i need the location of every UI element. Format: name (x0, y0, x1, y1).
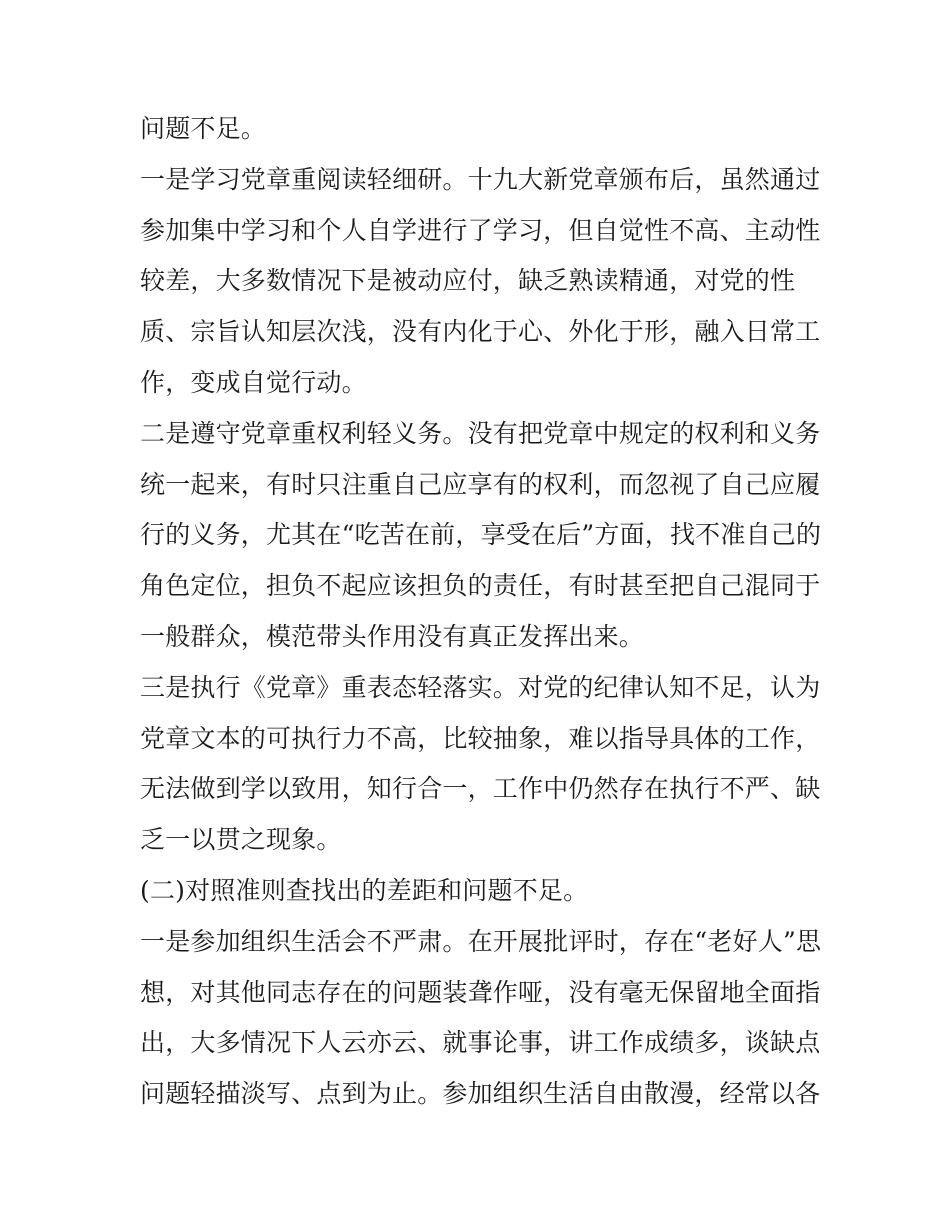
text-line: 质、宗旨认知层次浅，没有内化于心、外化于形，融入日常工 (140, 317, 821, 347)
text-line: 问题轻描淡写、点到为止。参加组织生活自由散漫，经常以各 (140, 1079, 821, 1109)
text-line: 一是参加组织生活会不严肃。在开展批评时，存在“老好人”思 (140, 926, 822, 956)
text-line: 三是执行《党章》重表态轻落实。对党的纪律认知不足，认为 (140, 672, 821, 702)
text-line: 作，变成自觉行动。 (140, 367, 367, 397)
text-line: 二是遵守党章重权利轻义务。没有把党章中规定的权利和义务 (140, 418, 821, 448)
text-line: 问题不足。 (140, 114, 267, 143)
text-line: 乏一以贯之现象。 (140, 825, 342, 855)
text-line: 一是学习党章重阅读轻细研。十九大新党章颁布后，虽然通过 (140, 164, 821, 194)
text-line: 角色定位，担负不起应该担负的责任，有时甚至把自己混同于 (140, 571, 821, 601)
text-line: 出，大多情况下人云亦云、就事论事，讲工作成绩多，谈缺点 (140, 1028, 821, 1058)
text-line: 统一起来，有时只注重自己应享有的权利，而忽视了自己应履 (140, 469, 821, 499)
text-line: 参加集中学习和个人自学进行了学习，但自觉性不高、主动性 (140, 215, 821, 245)
text-line: (二)对照准则查找出的差距和问题不足。 (140, 875, 589, 905)
text-line: 无法做到学以致用，知行合一，工作中仍然存在执行不严、缺 (140, 774, 821, 804)
text-line: 一般群众，模范带头作用没有真正发挥出来。 (140, 621, 645, 651)
text-line: 较差，大多数情况下是被动应付，缺乏熟读精通，对党的性 (140, 266, 796, 296)
text-line: 党章文本的可执行力不高，比较抽象，难以指导具体的工作， (140, 723, 821, 753)
document-body (140, 104, 820, 1120)
text-line: 行的义务，尤其在“吃苦在前，享受在后”方面，找不准自己的 (140, 520, 822, 550)
text-line: 想，对其他同志存在的问题装聋作哑，没有毫无保留地全面指 (140, 977, 821, 1007)
